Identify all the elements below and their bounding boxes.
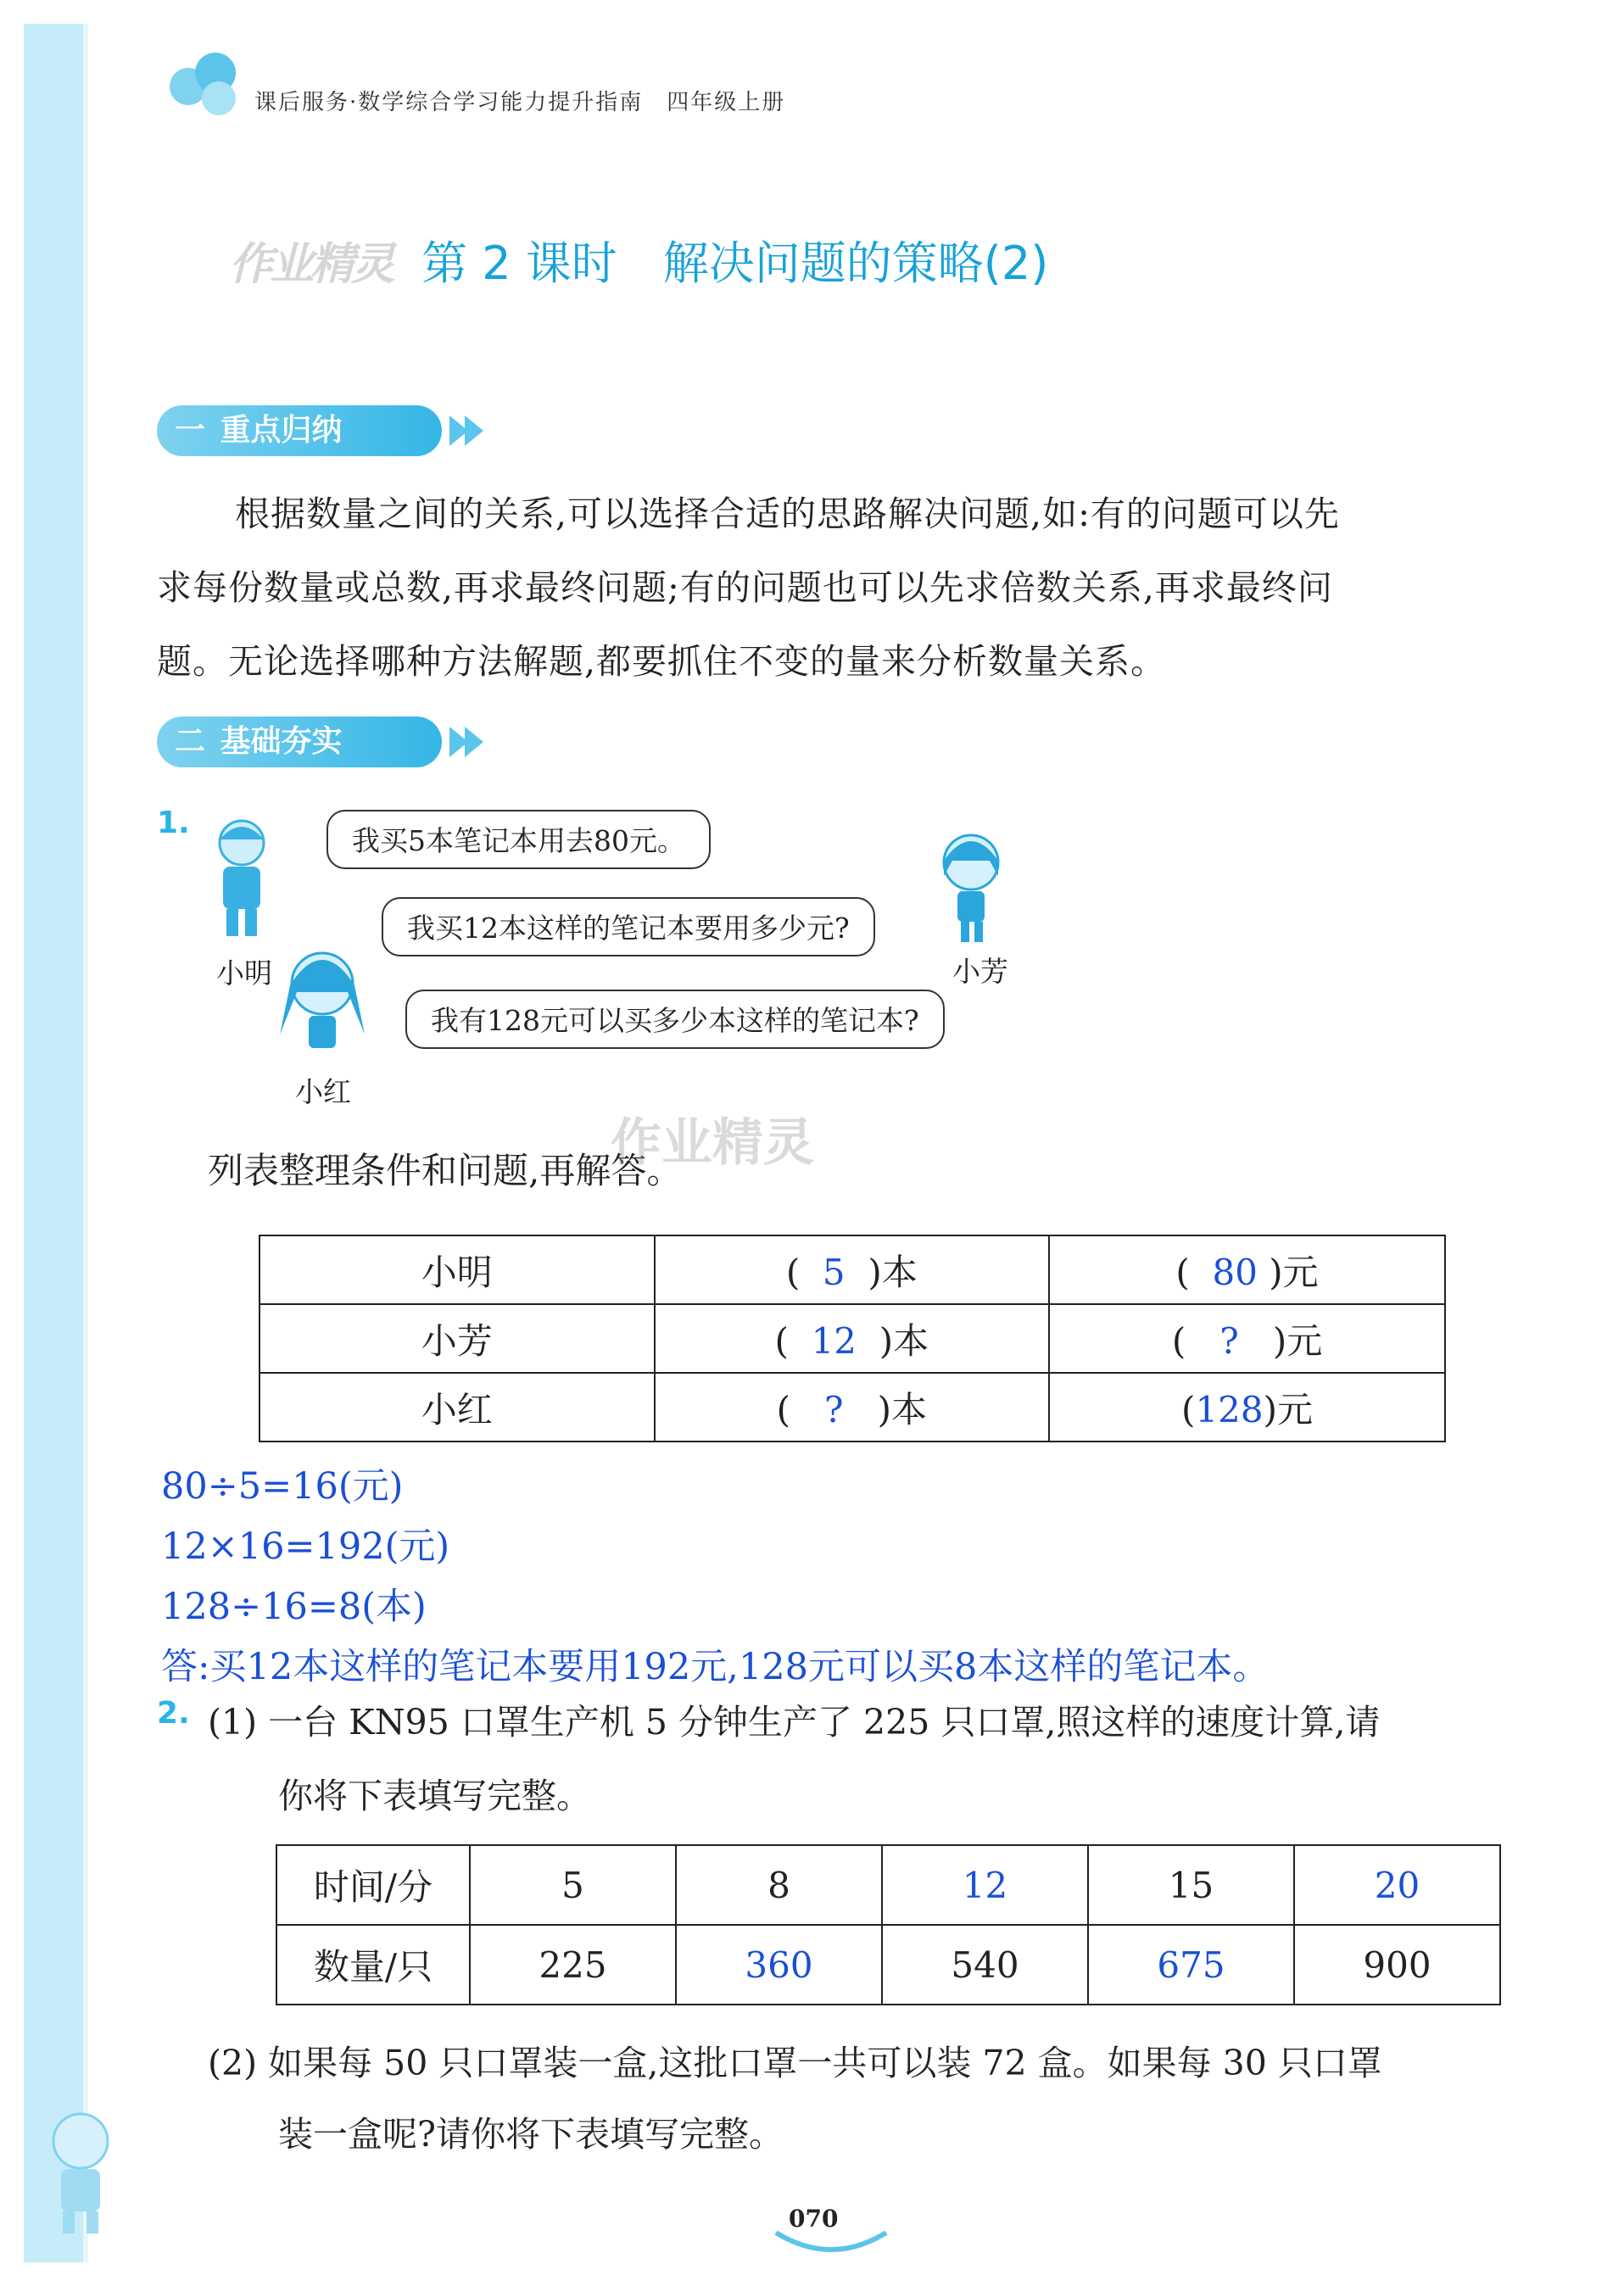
section-num: 一 (174, 413, 205, 448)
q2-part2-line2: 装一盒呢?请你将下表填写完整。 (278, 2114, 784, 2155)
text-line: 根据数量之间的关系,可以选择合适的思路解决问题,如:有的问题可以先 (235, 494, 1340, 534)
table-cell-name: 小红 (260, 1373, 655, 1442)
answer-value: ? (824, 1388, 844, 1430)
table-cell-name: 小明 (260, 1235, 655, 1304)
table-cell-yuan: ( 80 )元 (1049, 1235, 1445, 1304)
table-row (260, 1373, 1445, 1442)
speech-bubble-xiaohong: 我有128元可以买多少本这样的笔记本? (405, 990, 945, 1049)
key-points-text (157, 477, 1514, 699)
page-number: 070 (789, 2205, 839, 2233)
table-row (276, 1925, 1500, 2005)
table-row (260, 1304, 1445, 1373)
speech-bubble-xiaofang: 我买12本这样的笔记本要用多少元? (382, 897, 875, 956)
table-cell-answer: 12 (882, 1845, 1088, 1925)
section-label: 基础夯实 (220, 724, 343, 759)
question-number: 2. (157, 1696, 190, 1731)
header-text: 课后服务·数学综合学习能力提升指南 四年级上册 (254, 90, 786, 115)
girl-xiaohong-illustration (271, 941, 373, 1051)
table-cell-books: ( 12 )本 (655, 1304, 1050, 1373)
table-row (276, 1845, 1500, 1925)
title-tag: 作业精灵 (229, 239, 393, 290)
question-number: 1. (157, 806, 190, 840)
unit: 本 (893, 1319, 929, 1362)
section-num: 二 (174, 724, 205, 759)
answer-value: 80 (1212, 1251, 1258, 1293)
speech-bubble-xiaoming: 我买5本笔记本用去80元。 (326, 810, 711, 869)
unit: 元 (1277, 1388, 1314, 1430)
text-line: 求每份数量或总数,再求最终问题;有的问题也可以先求倍数关系,再求最终问 (157, 567, 1333, 608)
answer-value: 5 (822, 1251, 845, 1293)
table-cell-yuan: (128)元 (1049, 1373, 1445, 1442)
section-arrow-icon (465, 415, 483, 446)
table-cell: 5 (470, 1845, 676, 1925)
answer-value: ? (1219, 1319, 1239, 1362)
answer-value: 12 (811, 1319, 857, 1362)
table-cell-name: 小芳 (260, 1304, 655, 1373)
name-xiaoming: 小明 (216, 956, 272, 990)
section-label: 重点归纳 (220, 413, 343, 448)
table-cell-yuan: ( ? )元 (1049, 1304, 1445, 1373)
calc-line: 128÷16=8(本) (161, 1586, 427, 1628)
calc-line: 80÷5=16(元) (161, 1465, 404, 1508)
logo-balloons-icon (170, 53, 246, 120)
name-xiaohong: 小红 (295, 1075, 351, 1108)
table-cell-books: ( ? )本 (655, 1373, 1050, 1442)
answer-value: 128 (1195, 1388, 1264, 1430)
watermark-logo: 作业精灵 (611, 1113, 814, 1173)
boy-xiaoming-illustration (208, 814, 276, 941)
row-header: 数量/只 (276, 1925, 470, 2005)
q1-instruction: 列表整理条件和问题,再解答。 (208, 1150, 683, 1191)
sidebar-strip (24, 24, 83, 2262)
row-header: 时间/分 (276, 1845, 470, 1925)
q2-table (276, 1844, 1501, 2005)
q2-part2-line1: (2) 如果每 50 只口罩装一盒,这批口罩一共可以装 72 盒。如果每 30 只口罩 (208, 2043, 1382, 2083)
table-cell-books: ( 5 )本 (655, 1235, 1050, 1304)
girl-xiaofang-illustration (929, 827, 1013, 945)
table-cell-answer: 675 (1088, 1925, 1294, 2005)
name-xiaofang: 小芳 (952, 955, 1008, 988)
q2-part1-line2: 你将下表填写完整。 (278, 1776, 591, 1816)
table-row (260, 1235, 1445, 1304)
table-cell-answer: 360 (676, 1925, 882, 2005)
q1-table (259, 1235, 1446, 1442)
section-basics (157, 717, 442, 767)
calc-line: 12×16=192(元) (161, 1525, 450, 1568)
lesson-title (229, 227, 1048, 293)
unit: 本 (890, 1388, 927, 1430)
kid-decoration-illustration (34, 2103, 127, 2239)
sidebar-edge (83, 24, 88, 2262)
table-cell: 540 (882, 1925, 1088, 2005)
table-cell: 15 (1088, 1845, 1294, 1925)
section-key-points (157, 405, 442, 456)
table-cell: 8 (676, 1845, 882, 1925)
table-cell: 900 (1294, 1925, 1500, 2005)
table-cell-answer: 20 (1294, 1845, 1500, 1925)
title-main: 第 2 课时 解决问题的策略(2) (421, 237, 1049, 290)
unit: 元 (1282, 1251, 1319, 1293)
text-line: 题。无论选择哪种方法解题,都要抓住不变的量来分析数量关系。 (157, 641, 1167, 682)
q2-part1-line1: (1) 一台 KN95 口罩生产机 5 分钟生产了 225 只口罩,照这样的速度计算,请 (208, 1702, 1381, 1743)
unit: 元 (1286, 1319, 1323, 1362)
table-cell: 225 (470, 1925, 676, 2005)
section-arrow-icon (465, 727, 483, 757)
unit: 本 (881, 1251, 918, 1293)
q1-solution (161, 1457, 1269, 1698)
answer-line: 答:买12本这样的笔记本要用192元,128元可以买8本这样的笔记本。 (161, 1646, 1270, 1688)
